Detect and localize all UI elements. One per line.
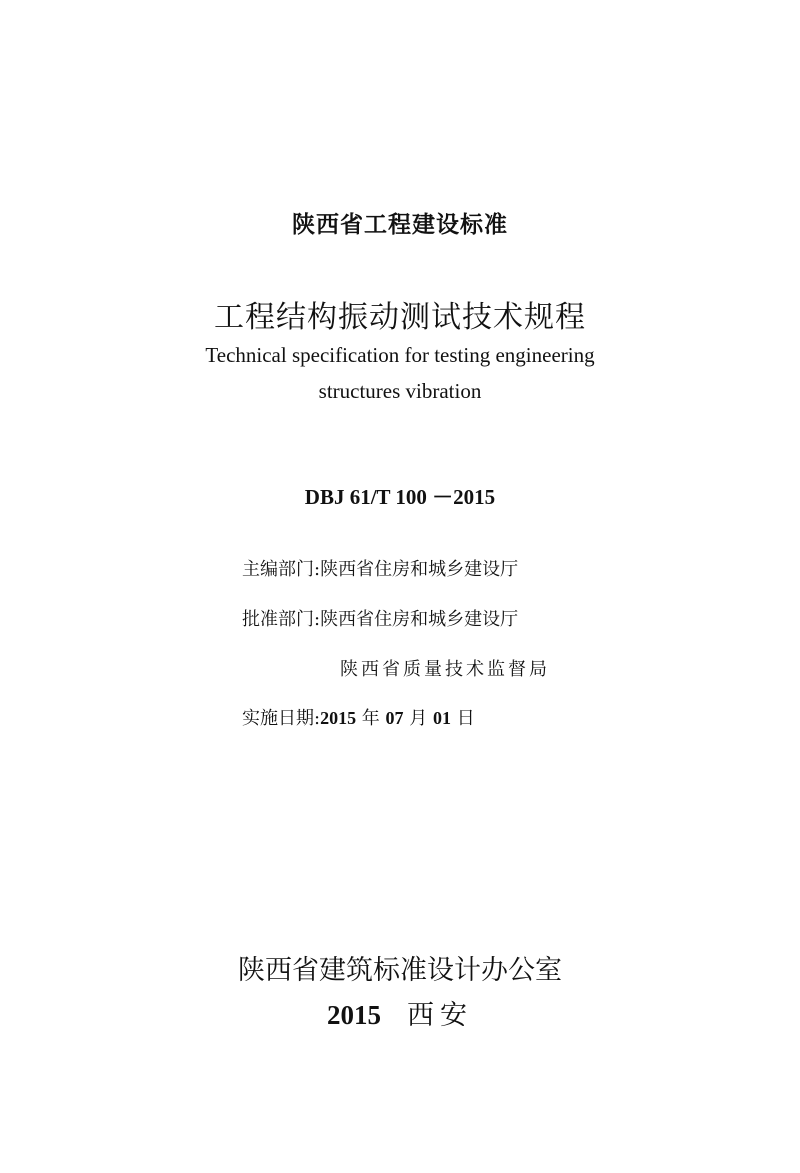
publication-city: 西安: [407, 1000, 473, 1031]
effective-year-unit: 年: [356, 708, 386, 729]
publisher-name: 陕西省建筑标准设计办公室: [238, 955, 562, 986]
effective-month: 07: [385, 708, 404, 728]
document-title-english-line-1: Technical specification for testing engineering: [205, 343, 595, 367]
effective-year: 2015: [320, 708, 357, 728]
publication-year-place: [0, 993, 800, 1032]
approval-label: 批准部门:: [242, 609, 321, 630]
approval-value-2: 陕西省质量技术监督局: [340, 659, 550, 680]
standard-series-heading: 陕西省工程建设标准: [292, 212, 508, 238]
approval-value-1: 陕西省住房和城乡建设厅: [320, 609, 519, 630]
effective-date-row: [242, 704, 475, 730]
chief-editor-value: 陕西省住房和城乡建设厅: [320, 559, 519, 580]
chief-editor-row: [242, 555, 518, 581]
effective-month-unit: 月: [403, 708, 433, 729]
approval-row: [242, 605, 518, 631]
chief-editor-label: 主编部门:: [242, 559, 321, 580]
standard-code: DBJ 61/T 100 －2015: [304, 485, 496, 509]
document-title-english-line-2: structures vibration: [318, 379, 482, 403]
publication-year: 2015: [327, 1000, 381, 1030]
effective-day-unit: 日: [450, 708, 475, 729]
document-title-chinese: 工程结构振动测试技术规程: [214, 300, 586, 335]
effective-day: 01: [432, 708, 451, 728]
effective-date-label: 实施日期:: [242, 708, 321, 729]
